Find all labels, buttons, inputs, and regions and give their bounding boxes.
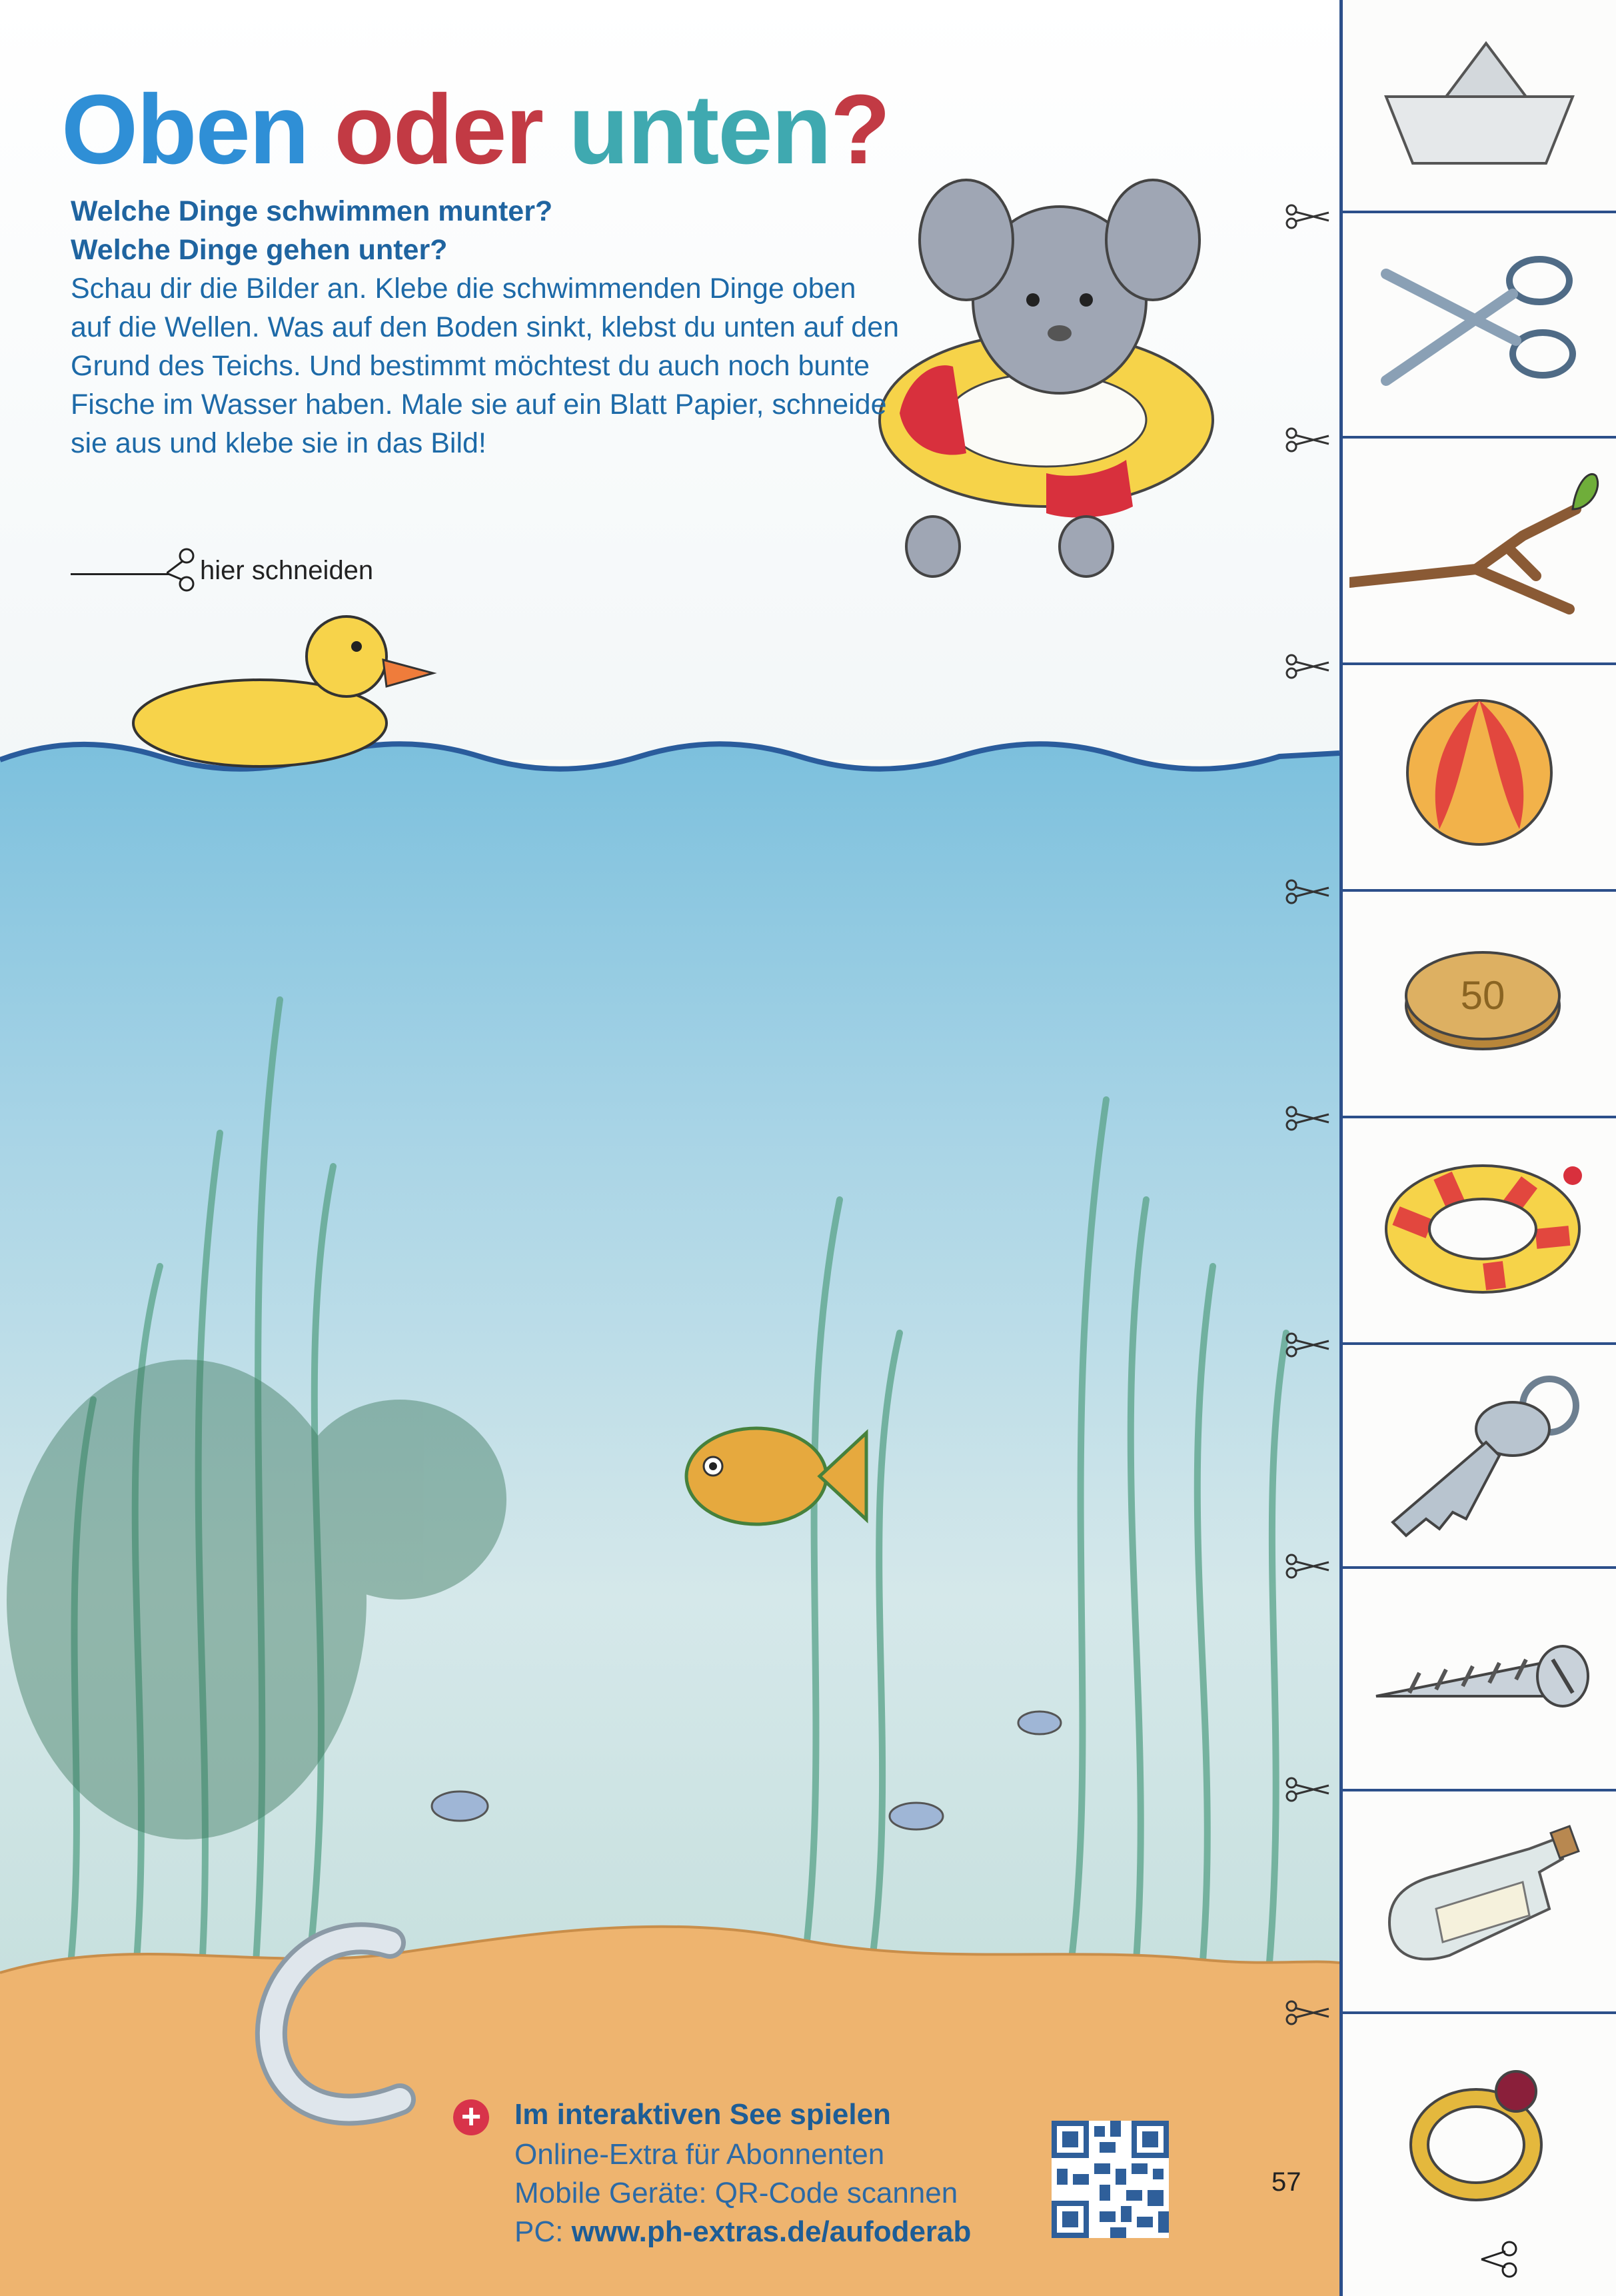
page-number: 57 <box>1271 2167 1301 2197</box>
twig-icon <box>1349 463 1609 636</box>
scissors-icon <box>1476 2239 1523 2279</box>
title-word-oder: oder <box>334 75 543 185</box>
title-question-mark: ? <box>830 75 890 185</box>
cut-marker-icon <box>1285 427 1333 453</box>
key-icon <box>1379 1369 1586 1542</box>
swim-ring-icon <box>1376 1156 1589 1302</box>
online-extra-pc <box>514 2215 971 2249</box>
cutout-cell-swim-ring[interactable] <box>1343 1116 1616 1345</box>
cut-marker-icon <box>1285 1999 1333 2026</box>
message-bottle-icon <box>1376 1822 1589 1982</box>
cutout-cell-key[interactable] <box>1343 1342 1616 1569</box>
online-extra-url[interactable]: www.ph-extras.de/aufoderab <box>571 2215 972 2248</box>
cut-marker-icon <box>1285 1553 1333 1580</box>
cutout-cell-ball[interactable] <box>1343 662 1616 892</box>
title-word-unten: unten <box>568 75 831 185</box>
paper-boat-icon <box>1379 37 1579 177</box>
pc-prefix: PC: <box>514 2215 572 2248</box>
instruction-text <box>71 192 904 463</box>
beach-ball-icon <box>1399 689 1559 856</box>
cutout-cell-scissors[interactable] <box>1343 211 1616 439</box>
qr-code[interactable] <box>1052 2121 1169 2238</box>
cut-marker-icon <box>1285 203 1333 230</box>
plus-icon: + <box>453 2099 489 2135</box>
screw-icon <box>1369 1633 1596 1726</box>
question-2: Welche Dinge gehen unter? <box>71 234 448 266</box>
cut-marker-icon <box>1285 1332 1333 1358</box>
ring-icon <box>1403 2045 1556 2205</box>
scissors-icon <box>1379 247 1579 394</box>
cut-hint-label: hier schneiden <box>200 556 374 585</box>
cutout-cell-coin[interactable] <box>1343 889 1616 1118</box>
cutout-cell-twig[interactable] <box>1343 436 1616 665</box>
instruction-paragraph: Schau dir die Bilder an. Klebe die schwimmenden Dinge oben auf die Wellen. Was auf den Boden sinkt, klebst du unten auf den Grund des Teichs. Und bestimmt möchtest du auch noch bunte Fische im Wasser haben. Male sie auf ein Blatt Papier, schneide sie aus und klebe sie in das Bild! <box>71 273 900 459</box>
cut-line <box>71 573 169 575</box>
cut-marker-icon <box>1285 653 1333 680</box>
scissors-icon <box>167 547 200 593</box>
page-title <box>61 73 889 187</box>
cutout-cell-bottle[interactable] <box>1343 1789 1616 2014</box>
mouse-illustration <box>853 167 1226 580</box>
cut-marker-icon <box>1285 878 1333 905</box>
cut-marker-icon <box>1285 1776 1333 1803</box>
cut-marker-icon <box>1285 1105 1333 1132</box>
cutout-cell-screw[interactable] <box>1343 1566 1616 1791</box>
online-extra-mobile: Mobile Geräte: QR-Code scannen <box>514 2177 958 2209</box>
question-1: Welche Dinge schwimmen munter? <box>71 195 553 227</box>
coin-icon <box>1399 942 1566 1056</box>
cutout-cell-ring[interactable] <box>1343 2011 1616 2233</box>
cutout-strip <box>1339 0 1616 2296</box>
online-extra-subscribers: Online-Extra für Abonnenten <box>514 2138 885 2171</box>
title-word-oben: Oben <box>61 75 309 185</box>
cut-legend <box>67 547 466 586</box>
coin-value: 50 <box>1460 973 1505 1018</box>
online-extra-heading: Im interaktiven See spielen <box>514 2098 891 2131</box>
cutout-cell-paper-boat[interactable] <box>1343 0 1616 213</box>
